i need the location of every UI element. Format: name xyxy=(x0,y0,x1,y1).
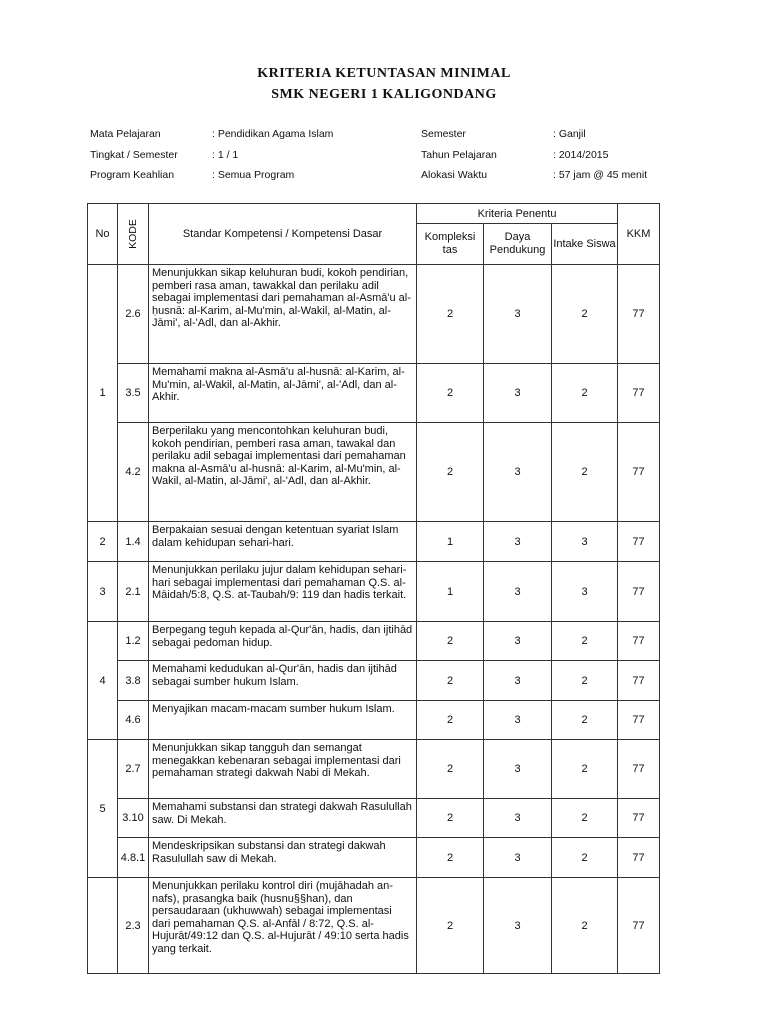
header-daya-pendukung: Daya Pendukung xyxy=(484,224,552,265)
row-kkm: 77 xyxy=(618,799,660,838)
row-daya-pendukung: 3 xyxy=(484,838,552,878)
row-kode: 2.6 xyxy=(118,265,149,364)
row-no xyxy=(88,878,118,974)
row-intake: 2 xyxy=(552,838,618,878)
row-kode: 2.3 xyxy=(118,878,149,974)
table-row xyxy=(88,878,660,974)
row-kkm: 77 xyxy=(618,661,660,701)
row-kode: 2.1 xyxy=(118,562,149,622)
row-kode: 1.2 xyxy=(118,622,149,661)
row-daya-pendukung: 3 xyxy=(484,701,552,740)
row-kkm: 77 xyxy=(618,740,660,799)
table-row xyxy=(88,622,660,661)
info-label-semester: Semester xyxy=(421,128,466,140)
row-kompleksitas: 2 xyxy=(417,661,484,701)
row-kkm: 77 xyxy=(618,265,660,364)
row-kkm: 77 xyxy=(618,878,660,974)
row-intake: 2 xyxy=(552,364,618,423)
row-daya-pendukung: 3 xyxy=(484,661,552,701)
row-kode: 4.2 xyxy=(118,423,149,522)
row-kode: 2.7 xyxy=(118,740,149,799)
row-intake: 2 xyxy=(552,740,618,799)
row-daya-pendukung: 3 xyxy=(484,522,552,562)
row-kompleksitas: 2 xyxy=(417,701,484,740)
row-no: 4 xyxy=(88,622,118,740)
row-intake: 3 xyxy=(552,562,618,622)
row-kode: 4.6 xyxy=(118,701,149,740)
row-no: 3 xyxy=(88,562,118,622)
table-row xyxy=(88,522,660,562)
row-kompleksitas: 2 xyxy=(417,740,484,799)
row-kompleksitas: 2 xyxy=(417,423,484,522)
row-intake: 2 xyxy=(552,661,618,701)
row-daya-pendukung: 3 xyxy=(484,878,552,974)
row-description: Menyajikan macam-macam sumber hukum Islam. xyxy=(149,701,417,740)
row-kkm: 77 xyxy=(618,838,660,878)
table-row xyxy=(88,701,660,740)
row-no: 2 xyxy=(88,522,118,562)
row-description: Berpakaian sesuai dengan ketentuan syariat Islam dalam kehidupan sehari-hari. xyxy=(149,522,417,562)
row-kkm: 77 xyxy=(618,423,660,522)
row-kkm: 77 xyxy=(618,364,660,423)
row-daya-pendukung: 3 xyxy=(484,740,552,799)
row-kompleksitas: 2 xyxy=(417,878,484,974)
row-description: Menunjukkan perilaku jujur dalam kehidupan sehari-hari sebagai implementasi dari pemahaman Q.S. al-Māidah/5:8, Q.S. at-Taubah/9: 119 dan hadis terkait. xyxy=(149,562,417,622)
row-description: Memahami substansi dan strategi dakwah Rasulullah saw. Di Mekah. xyxy=(149,799,417,838)
row-daya-pendukung: 3 xyxy=(484,265,552,364)
info-value-tingkat: : 1 / 1 xyxy=(212,149,239,161)
row-kompleksitas: 2 xyxy=(417,622,484,661)
row-kode: 3.5 xyxy=(118,364,149,423)
row-description: Berperilaku yang mencontohkan keluhuran budi, kokoh pendirian, pemberi rasa aman, tawakal dan perilaku adil sebagai implementasi dari pemahaman makna al-Asmā'u al-husnā: al-Karim, al-Mu'min, al-Wakil, al-Matin, al-Jāmi', al-'Adl, dan al-Akhir. xyxy=(149,423,417,522)
info-value-alokasi: : 57 jam @ 45 menit xyxy=(553,169,648,181)
row-description: Memahami makna al-Asmā'u al-husnā: al-Karim, al-Mu'min, al-Wakil, al-Matin, al-Jāmi', al-'Adl, dan al-Akhir. xyxy=(149,364,417,423)
table-row xyxy=(88,423,660,522)
row-kompleksitas: 1 xyxy=(417,562,484,622)
row-no: 5 xyxy=(88,740,118,878)
row-description: Mendeskripsikan substansi dan strategi dakwah Rasulullah saw di Mekah. xyxy=(149,838,417,878)
header-kode-label: KODE xyxy=(126,219,139,249)
school-name: SMK NEGERI 1 KALIGONDANG xyxy=(271,87,497,102)
table-row xyxy=(88,740,660,799)
table-row xyxy=(88,838,660,878)
row-intake: 2 xyxy=(552,799,618,838)
row-kkm: 77 xyxy=(618,522,660,562)
row-kompleksitas: 1 xyxy=(417,522,484,562)
row-kode: 3.8 xyxy=(118,661,149,701)
info-label-program: Program Keahlian xyxy=(90,169,175,181)
table-row xyxy=(88,661,660,701)
header-no: No xyxy=(88,204,118,265)
row-intake: 2 xyxy=(552,423,618,522)
row-description: Memahami kedudukan al-Qur'ān, hadis dan ijtihād sebagai sumber hukum Islam. xyxy=(149,661,417,701)
row-description: Berpegang teguh kepada al-Qur'ān, hadis, dan ijtihād sebagai pedoman hidup. xyxy=(149,622,417,661)
table-row xyxy=(88,562,660,622)
info-label-mata-pelajaran: Mata Pelajaran xyxy=(90,128,161,140)
document-title: KRITERIA KETUNTASAN MINIMAL xyxy=(257,66,511,81)
row-kode: 4.8.1 xyxy=(118,838,149,878)
row-daya-pendukung: 3 xyxy=(484,364,552,423)
row-kompleksitas: 2 xyxy=(417,265,484,364)
info-label-tingkat: Tingkat / Semester xyxy=(90,149,178,161)
row-kompleksitas: 2 xyxy=(417,838,484,878)
row-description: Menunjukkan sikap tangguh dan semangat menegakkan kebenaran sebagai implementasi dari pemahaman strategi dakwah Nabi di Mekah. xyxy=(149,740,417,799)
row-kkm: 77 xyxy=(618,562,660,622)
info-value-mata-pelajaran: : Pendidikan Agama Islam xyxy=(212,128,334,140)
header-kode xyxy=(118,204,149,265)
table-row xyxy=(88,364,660,423)
row-description: Menunjukkan perilaku kontrol diri (mujāhadah an-nafs), prasangka baik (husnu§§han), dan persaudaraan (ukhuwwah) sebagai implementasi dari pemahaman Q.S. al-Anfāl / 8:72, Q.S. al-Hujurāt/49:12 dan Q.S. al-Hujurāt / 49:10 serta hadis yang terkait. xyxy=(149,878,417,974)
row-intake: 2 xyxy=(552,878,618,974)
row-intake: 2 xyxy=(552,701,618,740)
row-no: 1 xyxy=(88,265,118,522)
row-intake: 2 xyxy=(552,265,618,364)
info-value-tahun: : 2014/2015 xyxy=(553,149,609,161)
info-value-program: : Semua Program xyxy=(212,169,295,181)
row-kkm: 77 xyxy=(618,701,660,740)
row-daya-pendukung: 3 xyxy=(484,622,552,661)
row-kompleksitas: 2 xyxy=(417,799,484,838)
info-label-tahun: Tahun Pelajaran xyxy=(421,149,497,161)
row-daya-pendukung: 3 xyxy=(484,423,552,522)
header-kriteria-penentu: Kriteria Penentu xyxy=(417,204,618,224)
row-intake: 2 xyxy=(552,622,618,661)
row-daya-pendukung: 3 xyxy=(484,799,552,838)
table-row xyxy=(88,799,660,838)
row-intake: 3 xyxy=(552,522,618,562)
row-description: Menunjukkan sikap keluhuran budi, kokoh pendirian, pemberi rasa aman, tawakkal dan perilaku adil sebagai implementasi dari pemahaman al-Asmā'u al-ḥusnā: al-Karim, al-Mu'min, al-Wakil, al-Matin, al-Jāmi', al-'Adl, dan al-Akhir. xyxy=(149,265,417,364)
info-value-semester: : Ganjil xyxy=(553,128,586,140)
header-kompleksitas: Kompleksi tas xyxy=(417,224,484,265)
row-kode: 1.4 xyxy=(118,522,149,562)
row-kkm: 77 xyxy=(618,622,660,661)
header-sk-kd: Standar Kompetensi / Kompetensi Dasar xyxy=(149,204,417,265)
header-kkm: KKM xyxy=(618,204,660,265)
row-kompleksitas: 2 xyxy=(417,364,484,423)
row-kode: 3.10 xyxy=(118,799,149,838)
kkm-table xyxy=(87,203,660,974)
header-intake-siswa: Intake Siswa xyxy=(552,224,618,265)
info-label-alokasi: Alokasi Waktu xyxy=(421,169,488,181)
table-row xyxy=(88,265,660,364)
row-daya-pendukung: 3 xyxy=(484,562,552,622)
